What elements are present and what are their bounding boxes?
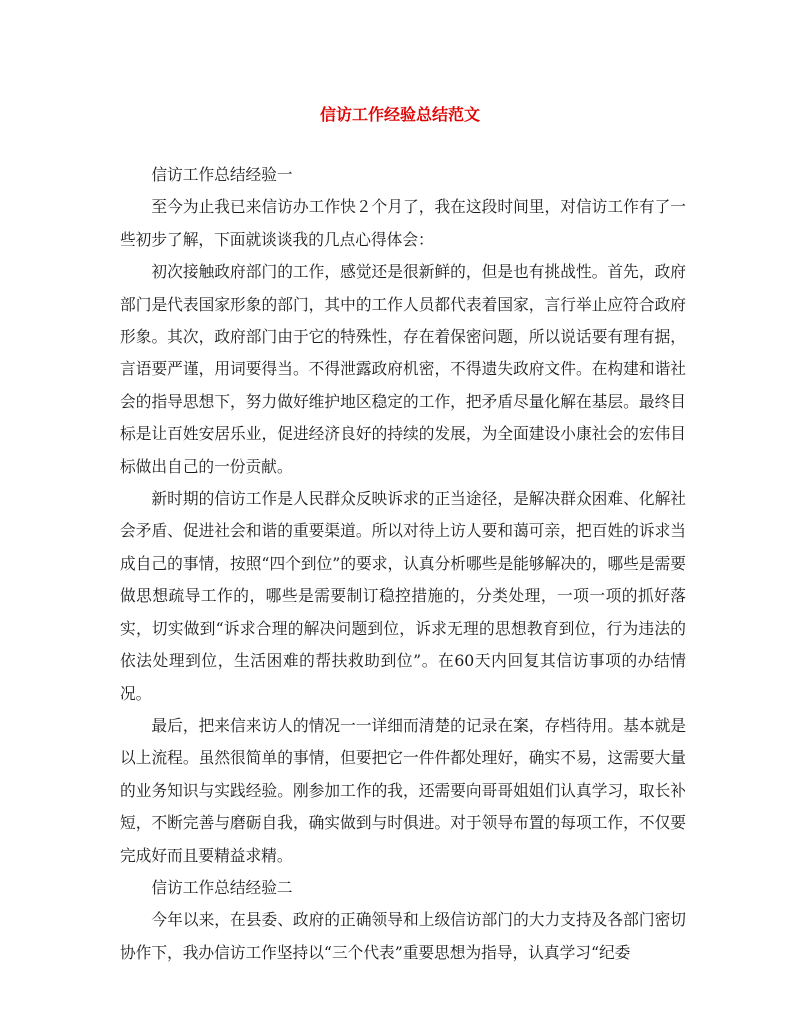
section-heading: 信访工作总结经验一 <box>151 165 293 184</box>
document-title: 信访工作经验总结范文 <box>319 105 480 124</box>
document-body <box>120 159 686 969</box>
paragraph: 至今为止我已来信访办工作快２个月了，我在这段时间里，对信访工作有了一些初步了解，下面就谈谈我的几点心得体会： <box>120 197 686 249</box>
paragraph: 初次接触政府部门的工作，感觉还是很新鲜的，但是也有挑战性。首先，政府部门是代表国家形象的部门，其中的工作人员都代表着国家，言行举止应符合政府形象。其次，政府部门由于它的特殊性，存在着保密问题，所以说话要有理有据，言语要严谨，用词要得当。不得泄露政府机密，不得遗失政府文件。在构建和谐社会的指导思想下，努力做好维护地区稳定的工作，把矛盾尽量化解在基层。最终目标是让百姓安居乐业，促进经济良好的持续的发展，为全面建设小康社会的宏伟目标做出自己的一份贡献。 <box>120 262 686 476</box>
section-heading: 信访工作总结经验二 <box>151 877 293 897</box>
paragraph: 今年以来，在县委、政府的正确领导和上级信访部门的大力支持及各部门密切协作下，我办信访工作坚持以“三个代表”重要思想为指导，认真学习“纪委 <box>120 910 686 962</box>
paragraph: 新时期的信访工作是人民群众反映诉求的正当途径，是解决群众困难、化解社会矛盾、促进社会和谐的重要渠道。所以对待上访人要和蔼可亲，把百姓的诉求当成自己的事情，按照“四个到位”的要求，认真分析哪些是能够解决的，哪些是需要做思想疏导工作的，哪些是需要制订稳控措施的，分类处理，一项一项的抓好落实，切实做到“诉求合理的解决问题到位，诉求无理的思想教育到位，行为违法的依法处理到位，生活困难的帮扶救助到位”。在60天内回复其信访事项的办结情况。 <box>120 489 686 703</box>
paragraph: 最后，把来信来访人的情况一一详细而清楚的记录在案，存档待用。基本就是以上流程。虽然很简单的事情，但要把它一件件都处理好，确实不易，这需要大量的业务知识与实践经验。刚参加工作的我，还需要向哥哥姐姐们认真学习，取长补短，不断完善与磨砺自我，确实做到与时俱进。对于领导布置的每项工作，不仅要完成好而且要精益求精。 <box>120 715 686 865</box>
